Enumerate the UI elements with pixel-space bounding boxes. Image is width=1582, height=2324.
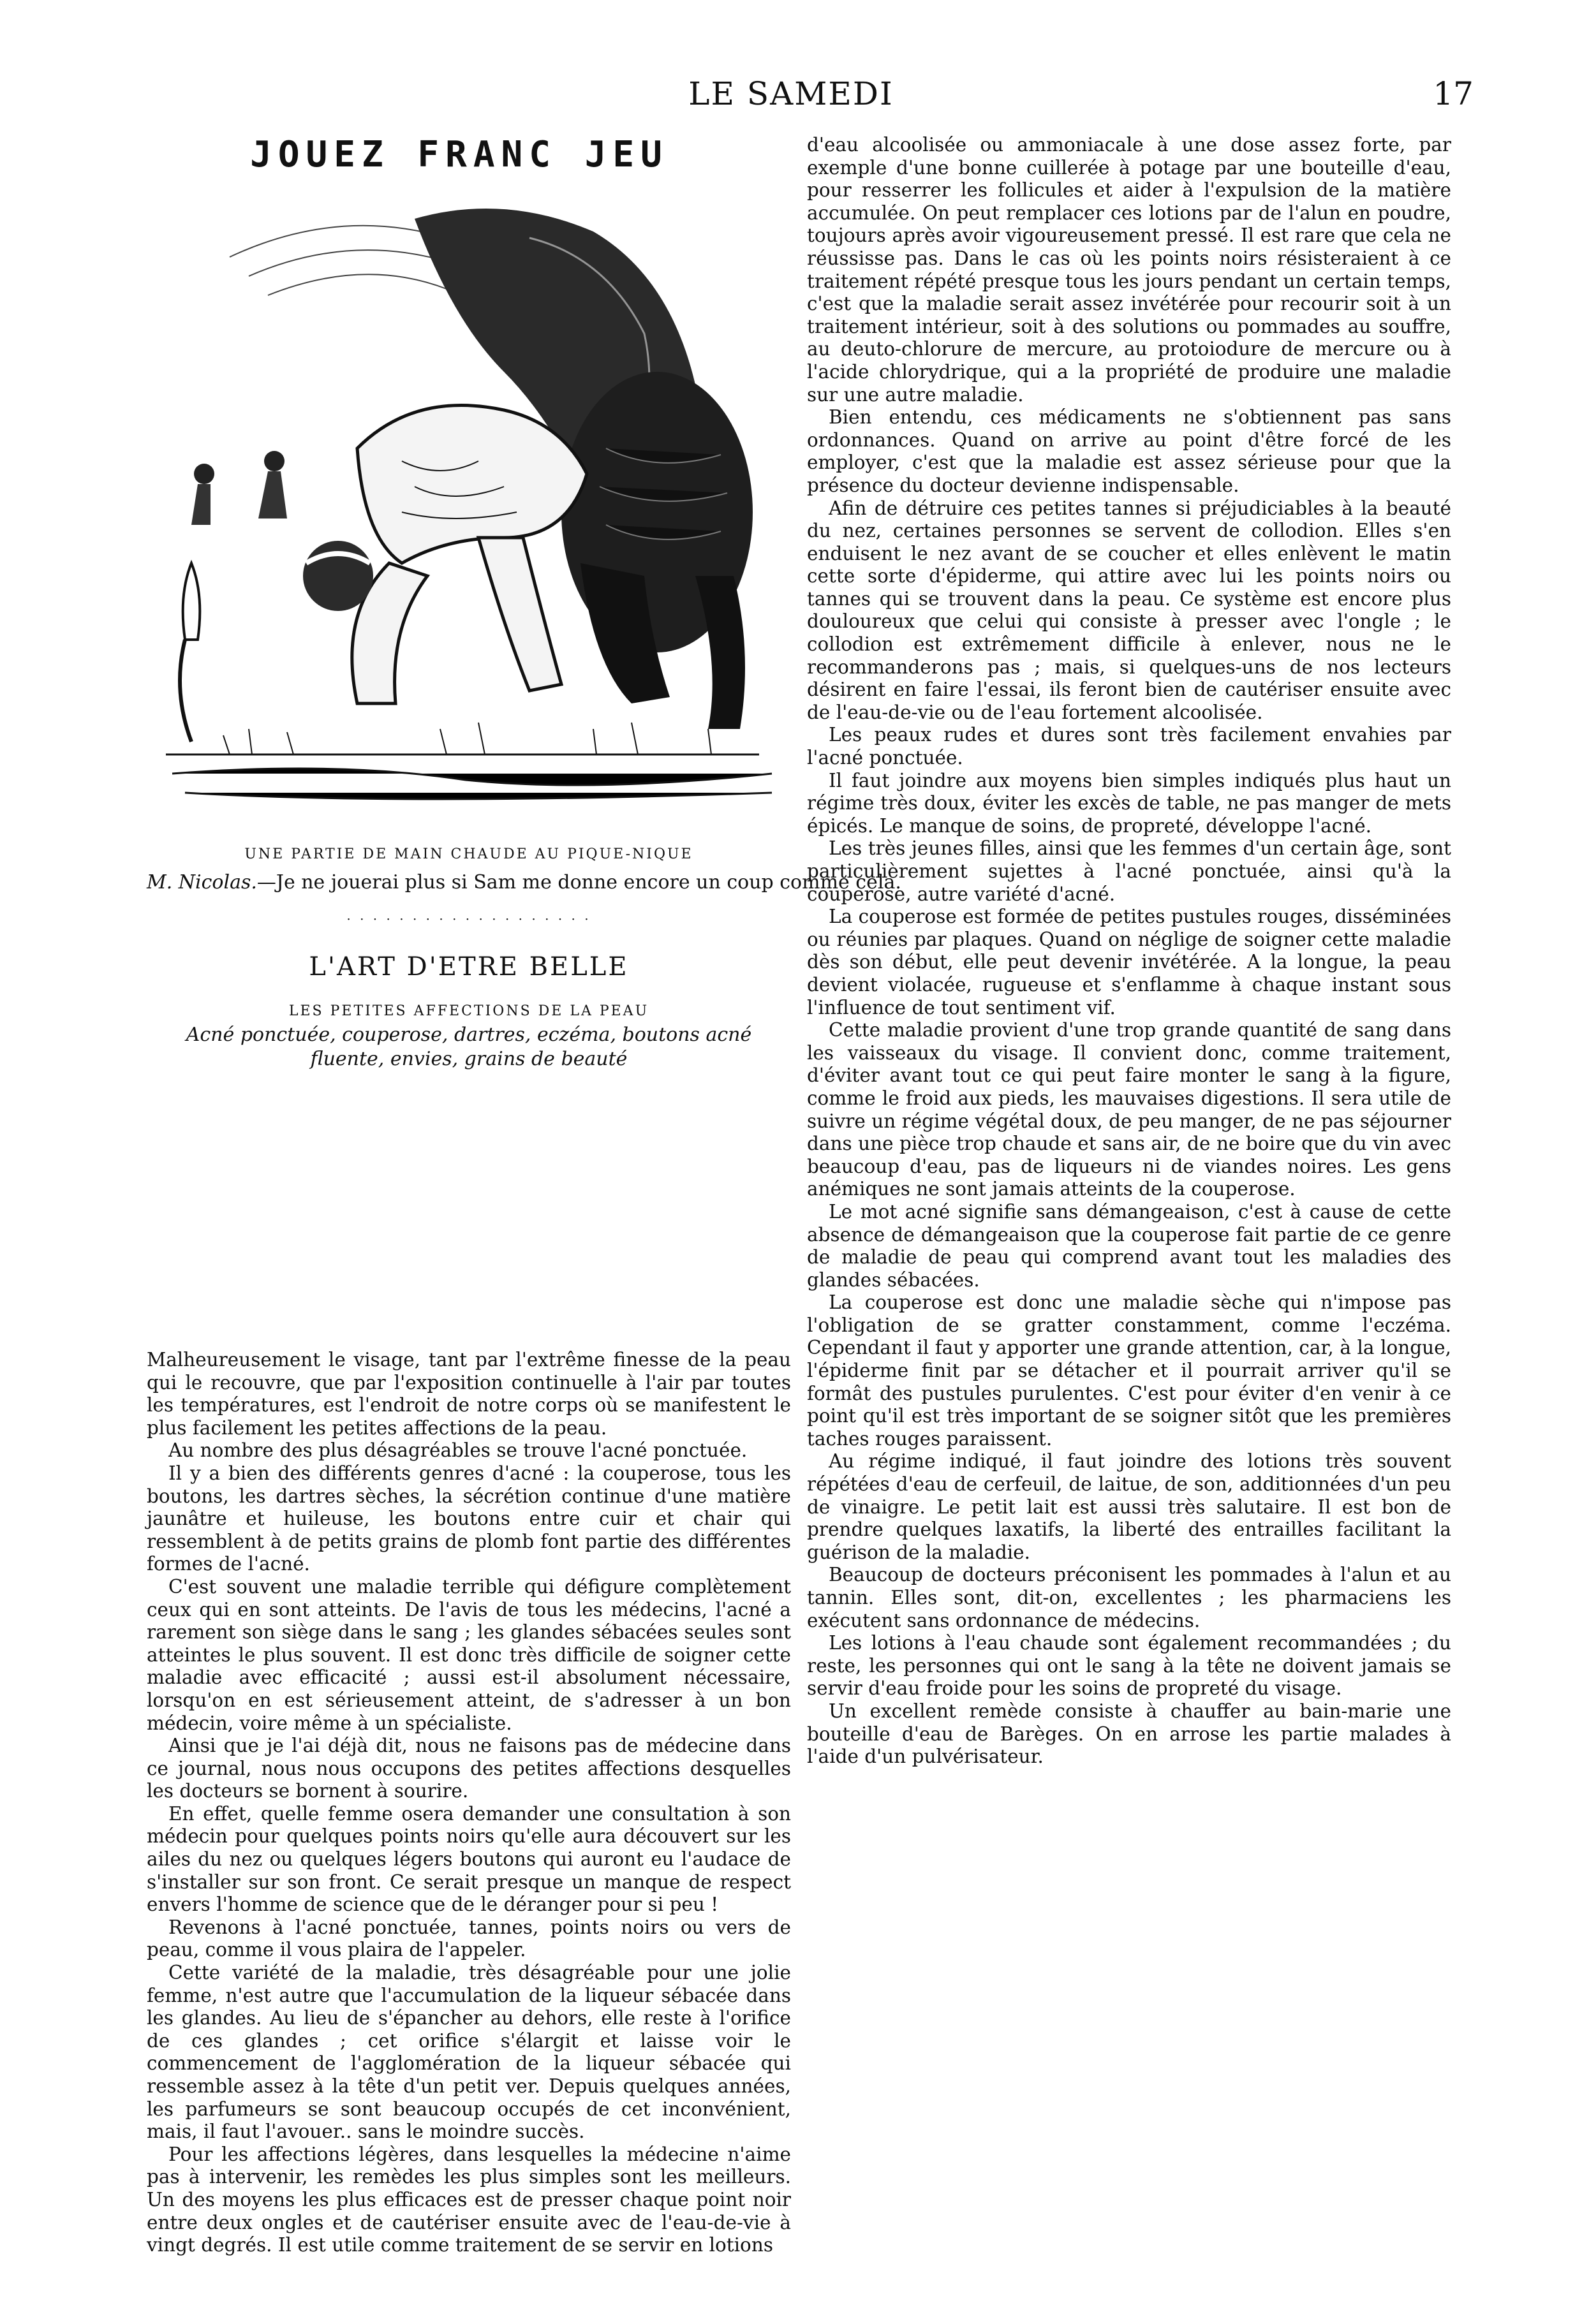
caption-quote: —Je ne jouerai plus si Sam me donne encore un coup comme cela. bbox=[256, 871, 901, 894]
article-paragraph: Les peaux rudes et dures sont très facilement envahies par l'acné ponctuée. bbox=[807, 724, 1451, 769]
article-paragraph: Il y a bien des différents genres d'acné : la couperose, tous les boutons, les dartres sèches, la sécrétion continue d'une matière jaunâtre et huileuse, les boutons entre cuir et chair qui ressemblent à de petits grains de plomb font partie des différentes formes de l'acné. bbox=[147, 1462, 791, 1575]
article-paragraph: Au nombre des plus désagréables se trouve l'acné ponctuée. bbox=[168, 1439, 748, 1462]
article-paragraph: Cette maladie provient d'une trop grande quantité de sang dans les vaisseaux du visage. Il convient donc, comme traitement, d'éviter avant tout ce qui peut faire monter le sang à la figure, comme le froid aux pieds, les mauvaises digestions. Il sera utile de suivre un régime végétal doux, de peu manger, de ne pas séjourner dans une pièce trop chaude et sans air, de ne boire que du vin avec beaucoup d'eau, pas de liqueurs ni de viandes noires. Les gens anémiques ne sont jamais atteints de la couperose. bbox=[807, 1019, 1451, 1200]
article-paragraph: d'eau alcoolisée ou ammoniacale à une dose assez forte, par exemple d'une bonne cuillerée à potage par une bouteille d'eau, pour resserrer les follicules et aider à l'expulsion de la matière accumulée. On peut remplacer ces lotions par de l'alun en poudre, toujours après avoir vigoureusement pressé. Il est rare que cela ne réussisse pas. Dans le cas où les points noirs résisteraient à ce traitement répété presque tous les jours pendant un certain temps, c'est que la maladie serait assez invétérée pour recourir soit à un traitement intérieur, soit à des solutions ou pommades au souffre, au deuto-chlorure de mercure, au protoiodure de mercure ou à l'acide chlorydrique, qui a la propriété de produire une maladie sur une autre maladie. bbox=[807, 134, 1451, 406]
article-paragraph: Un excellent remède consiste à chauffer au bain-marie une bouteille d'eau de Barèges. On en arrose les partie malades à l'aide d'un pulvérisateur. bbox=[807, 1700, 1451, 1768]
article-paragraph: La couperose est formée de petites pustules rouges, disséminées ou réunies par plaques. Quand on néglige de soigner cette maladie dès son début, elle peut devenir invétérée. A la longue, la peau devient violacée, rugueuse et s'enflamme à chaque instant sous l'influence de tout sentiment vif. bbox=[807, 906, 1451, 1019]
newspaper-title: LE SAMEDI bbox=[688, 75, 894, 112]
illustration-block bbox=[147, 134, 901, 1072]
article-subtitle-topics: Acné ponctuée, couperose, dartres, eczéma, boutons acné fluente, envies, grains de beauté bbox=[186, 1024, 752, 1071]
article-left-column bbox=[147, 1349, 791, 2257]
section-divider: · · · · · · · · · · · · · · · · · · · bbox=[346, 911, 591, 927]
article-title: L'ART D'ETRE BELLE bbox=[309, 952, 629, 982]
page-number: 17 bbox=[1433, 75, 1474, 112]
article-paragraph: Ainsi que je l'ai déjà dit, nous ne faisons pas de médecine dans ce journal, nous nous occupons des petites affections desquelles les docteurs se bornent à sourire. bbox=[147, 1735, 791, 1802]
article-paragraph: Bien entendu, ces médicaments ne s'obtiennent pas sans ordonnances. Quand on arrive au point d'être forcé de les employer, c'est que la maladie est assez sérieuse pour que la présence du docteur devienne indispensable. bbox=[807, 406, 1451, 496]
article-paragraph: Il faut joindre aux moyens bien simples indiqués plus haut un régime très doux, éviter les excès de table, ne pas manger de mets épicés. Le manque de soins, de propreté, développe l'acné. bbox=[807, 769, 1451, 837]
engraving-illustration bbox=[147, 180, 785, 831]
article-paragraph: Cette variété de la maladie, très désagréable pour une jolie femme, n'est autre que l'accumulation de la liqueur sébacée dans les glandes. Au lieu de s'épancher au dehors, elle reste à l'orifice de ces glandes ; cet orifice s'élargit et laisse voir le commencement de l'agglomération de la liqueur sébacée qui ressemble assez à la tête d'un petit ver. Depuis quelques années, les parfumeurs se sont beaucoup occupés de cet inconvénient, mais, il faut l'avouer.. sans le moindre succès. bbox=[147, 1962, 791, 2143]
article-paragraph: La couperose est donc une maladie sèche qui n'impose pas l'obligation de se gratter constamment, comme l'eczéma. Cependant il faut y apporter une grande attention, car, à la longue, l'épiderme finit par se détacher et il pourrait arriver qu'il se formât des pustules purulentes. C'est pour éviter d'en venir à ce point qu'il est très important de se soigner sitôt que les premières taches rouges paraissent. bbox=[807, 1291, 1451, 1450]
article-paragraph: Revenons à l'acné ponctuée, tannes, points noirs ou vers de peau, comme il vous plaira de l'appeler. bbox=[147, 1916, 791, 1961]
caption-speaker: M. Nicolas. bbox=[147, 871, 257, 894]
article-paragraph: C'est souvent une maladie terrible qui défigure complètement ceux qui en sont atteints. De l'avis de tous les médecins, l'acné a rarement son siège dans le sang ; les glandes sébacées seules sont atteintes le plus souvent. Il est donc très difficile de soigner cette maladie avec efficacité ; aussi est-il absolument nécessaire, lorsqu'on en est sérieusement atteint, de s'adresser à un bon médecin, voire même à un spécialiste. bbox=[147, 1575, 791, 1734]
article-paragraph: Au régime indiqué, il faut joindre des lotions très souvent répétées d'eau de cerfeuil, de laitue, de son, additionnées d'un peu de vinaigre. Le petit lait est aussi très salutaire. Il est bon de prendre quelques laxatifs, la liberté des entrailles facilitant la guérison de la maladie. bbox=[807, 1450, 1451, 1563]
article-paragraph: En effet, quelle femme osera demander une consultation à son médecin pour quelques points noirs qu'elle aura découvert sur les ailes du nez ou quelques légers boutons qui auront eu l'audace de s'installer sur son front. Ce serait presque un manque de respect envers l'homme de science que de le déranger pour si peu ! bbox=[147, 1802, 791, 1916]
article-paragraph: Les très jeunes filles, ainsi que les femmes d'un certain âge, sont particulièrement sujettes à l'acné ponctuée, ainsi qu'à la couperose, autre variété d'acné. bbox=[807, 837, 1451, 905]
illustration-title: JOUEZ FRANC JEU bbox=[250, 134, 669, 175]
illustration-caption bbox=[147, 871, 901, 894]
illustration-caption-title: UNE PARTIE DE MAIN CHAUDE AU PIQUE-NIQUE bbox=[244, 846, 693, 862]
article-right-column bbox=[807, 134, 1451, 1769]
article-paragraph: Les lotions à l'eau chaude sont également recommandées ; du reste, les personnes qui ont le sang à la tête ne doivent jamais se servir d'eau froide pour les soins de propreté du visage. bbox=[807, 1632, 1451, 1700]
article-subtitle: LES PETITES AFFECTIONS DE LA PEAU bbox=[288, 1003, 649, 1019]
article-paragraph: Malheureusement le visage, tant par l'extrême finesse de la peau qui le recouvre, que par l'exposition continuelle à l'air par toutes les températures, est l'endroit de notre corps où se manifestent le plus facilement les petites affections de la peau. bbox=[147, 1349, 791, 1439]
article-paragraph: Le mot acné signifie sans démangeaison, c'est à cause de cette absence de démangeaison que la couperose fait partie de ce genre de maladie de peau qui comprend avant tout les maladies des glandes sébacées. bbox=[807, 1200, 1451, 1291]
article-paragraph: Beaucoup de docteurs préconisent les pommades à l'alun et au tannin. Elles sont, dit-on, excellentes ; les pharmaciens les exécutent sans ordonnance de médecins. bbox=[807, 1564, 1451, 1631]
article-paragraph: Pour les affections légères, dans lesquelles la médecine n'aime pas à intervenir, les remèdes les plus simples sont les meilleurs. Un des moyens les plus efficaces est de presser chaque point noir entre deux ongles et de cautériser ensuite avec de l'eau-de-vie à vingt degrés. Il est utile comme traitement de se servir en lotions bbox=[147, 2143, 791, 2256]
article-paragraph: Afin de détruire ces petites tannes si préjudiciables à la beauté du nez, certaines personnes se servent de collodion. Elles s'en enduisent le nez avant de se coucher et elles enlèvent le matin cette sorte d'épiderme, qui attire avec lui les points noirs ou tannes qui se trouvent dans la peau. Ce système est encore plus douloureux que celui qui consiste à presser avec l'ongle ; le collodion est extrêmement difficile à enlever, nous ne le recommanderons pas ; mais, si quelques-uns de nos lecteurs désirent en faire l'essai, ils feront bien de cautériser ensuite avec de l'eau-de-vie ou de l'eau fortement alcoolisée. bbox=[807, 497, 1451, 723]
